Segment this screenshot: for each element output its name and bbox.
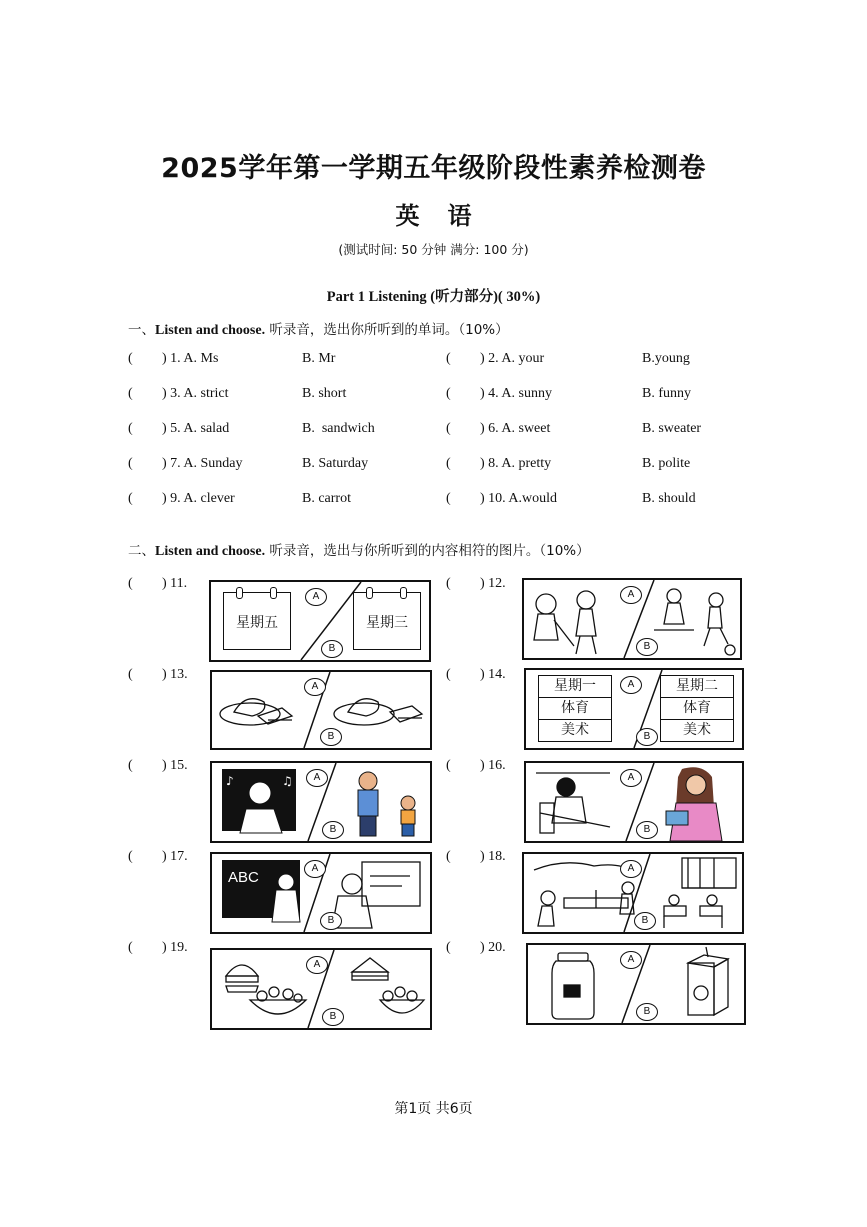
question-option-b: B. sandwich xyxy=(302,421,375,436)
choice-b-circle: B xyxy=(636,638,658,656)
picture-box-q16 xyxy=(524,761,744,843)
question-option-a: ) 7. A. Sunday xyxy=(162,456,243,471)
chicken-plate-icon-b xyxy=(334,699,422,725)
paren: ( xyxy=(128,386,133,401)
paren: ( xyxy=(128,421,133,436)
section1-heading xyxy=(128,318,509,339)
question-label: ) 11. xyxy=(162,576,188,591)
classroom-icon xyxy=(664,858,736,928)
question-label: ) 12. xyxy=(480,576,506,591)
paren: ( xyxy=(446,576,451,591)
question-label: ) 18. xyxy=(480,849,506,864)
paren: ( xyxy=(128,351,133,366)
question-option-a: ) 3. A. strict xyxy=(162,386,229,401)
timetable-cell: 体育 xyxy=(661,698,733,720)
paren: ( xyxy=(128,667,133,682)
part-heading: Part 1 Listening (听力部分)( 30%) xyxy=(326,289,541,305)
picture-box-q12 xyxy=(522,578,742,660)
paren: ( xyxy=(128,940,133,955)
calendar-day-right: 星期三 xyxy=(366,615,408,631)
milk-jar-icon xyxy=(552,953,594,1019)
paren: ( xyxy=(446,491,451,506)
picture-box-q15 xyxy=(210,761,432,843)
choice-a-circle: A xyxy=(620,860,642,878)
question-label: ) 17. xyxy=(162,849,188,864)
question-label: ) 20. xyxy=(480,940,506,955)
question-label: ) 14. xyxy=(480,667,506,682)
choice-a-circle: A xyxy=(306,956,328,974)
cleaning-kids-icon xyxy=(534,591,596,654)
paren: ( xyxy=(446,667,451,682)
choice-b-circle: B xyxy=(320,728,342,746)
man-and-boy-icon xyxy=(358,772,415,836)
calendar-day-left: 星期五 xyxy=(236,615,278,631)
choice-a-circle: A xyxy=(304,860,326,878)
question-option-b: B. sweater xyxy=(642,421,702,436)
studying-girl-icon xyxy=(536,773,610,833)
timetable-cell: 星期一 xyxy=(539,676,611,698)
choice-a-circle: A xyxy=(620,951,642,969)
choice-a-circle: A xyxy=(304,678,326,696)
question-label: ) 19. xyxy=(162,940,188,955)
choice-a-circle: A xyxy=(306,769,328,787)
woman-with-book-icon xyxy=(666,767,722,841)
paren: ( xyxy=(128,491,133,506)
choice-b-circle: B xyxy=(634,912,656,930)
timetable-cell: 美术 xyxy=(683,722,711,738)
section1-cn: 听录音，选出你所听到的单词。（10%） xyxy=(265,322,509,338)
timetable-cell: 星期二 xyxy=(661,676,733,698)
ping-pong-icon xyxy=(534,863,634,926)
picture-box-q14 xyxy=(524,668,744,750)
paren: ( xyxy=(128,456,133,471)
timetable-cell: 体育 xyxy=(539,698,611,720)
section2-cn: 听录音，选出与你所听到的内容相符的图片。（10%） xyxy=(265,543,590,559)
exam-info: (测试时间: 50 分钟 满分: 100 分) xyxy=(338,242,529,257)
question-option-b: B. carrot xyxy=(302,491,351,506)
paren: ( xyxy=(446,940,451,955)
question-option-a: ) 6. A. sweet xyxy=(480,421,551,436)
picture-box-q17 xyxy=(210,852,432,934)
svg-text:♫: ♫ xyxy=(282,774,293,788)
timetable-cell: 美术 xyxy=(561,722,589,738)
question-option-a: ) 5. A. salad xyxy=(162,421,230,436)
choice-a-circle: A xyxy=(620,769,642,787)
picture-box-q20 xyxy=(526,943,746,1025)
teacher-with-board-icon xyxy=(332,862,420,928)
question-label: ) 13. xyxy=(162,667,188,682)
question-option-b: B. Mr xyxy=(302,351,336,366)
question-option-a: ) 1. A. Ms xyxy=(162,351,219,366)
playing-kids-icon xyxy=(654,589,735,655)
choice-b-circle: B xyxy=(636,728,658,746)
question-option-a: ) 9. A. clever xyxy=(162,491,235,506)
question-option-b: B. polite xyxy=(642,456,691,471)
paren: ( xyxy=(446,386,451,401)
question-option-a: ) 10. A.would xyxy=(480,491,557,506)
picture-box-q11 xyxy=(209,580,431,662)
subject-char-1: 英 xyxy=(395,202,420,230)
subject-char-2: 语 xyxy=(447,202,472,230)
question-option-b: B. short xyxy=(302,386,347,401)
question-option-b: B. funny xyxy=(642,386,691,401)
page-footer: 第1页 共6页 xyxy=(394,1101,473,1117)
paren: ( xyxy=(128,849,133,864)
question-option-b: B.young xyxy=(642,351,690,366)
question-option-b: B. should xyxy=(642,491,696,506)
choice-b-circle: B xyxy=(322,1008,344,1026)
svg-text:♪: ♪ xyxy=(226,774,234,788)
choice-a-circle: A xyxy=(620,586,642,604)
sandwich-and-salad-icon xyxy=(352,958,424,1013)
question-option-a: ) 8. A. pretty xyxy=(480,456,552,471)
picture-box-q18 xyxy=(522,852,744,934)
chicken-plate-icon xyxy=(220,699,292,725)
choice-a-circle: A xyxy=(305,588,327,606)
juice-box-icon xyxy=(688,947,728,1015)
question-label: ) 16. xyxy=(480,758,506,773)
question-option-a: ) 4. A. sunny xyxy=(480,386,552,401)
question-option-b: B. Saturday xyxy=(302,456,369,471)
choice-b-circle: B xyxy=(321,640,343,658)
choice-a-circle: A xyxy=(620,676,642,694)
choice-b-circle: B xyxy=(322,821,344,839)
section1-en: Listen and choose. xyxy=(155,323,266,338)
paren: ( xyxy=(446,456,451,471)
paren: ( xyxy=(446,758,451,773)
picture-box-q19 xyxy=(210,948,432,1030)
section2-en: Listen and choose. xyxy=(155,544,266,559)
paren: ( xyxy=(128,576,133,591)
paren: ( xyxy=(446,351,451,366)
paren: ( xyxy=(128,758,133,773)
question-label: ) 15. xyxy=(162,758,188,773)
choice-b-circle: B xyxy=(636,1003,658,1021)
burger-and-salad-icon xyxy=(226,965,306,1014)
section1-num: 一、 xyxy=(128,322,155,338)
paren: ( xyxy=(446,849,451,864)
question-option-a: ) 2. A. your xyxy=(480,351,545,366)
blackboard-text: ABC xyxy=(228,869,259,886)
timetable-right xyxy=(660,675,734,742)
section2-num: 二、 xyxy=(128,543,155,559)
picture-box-q13 xyxy=(210,670,432,750)
section2-heading xyxy=(128,539,590,560)
exam-title: 2025学年第一学期五年级阶段性素养检测卷 xyxy=(161,153,706,184)
subject-title xyxy=(0,196,867,231)
choice-b-circle: B xyxy=(320,912,342,930)
paren: ( xyxy=(446,421,451,436)
calendar-icon xyxy=(353,592,421,650)
calendar-icon xyxy=(223,592,291,650)
timetable-left xyxy=(538,675,612,742)
choice-b-circle: B xyxy=(636,821,658,839)
